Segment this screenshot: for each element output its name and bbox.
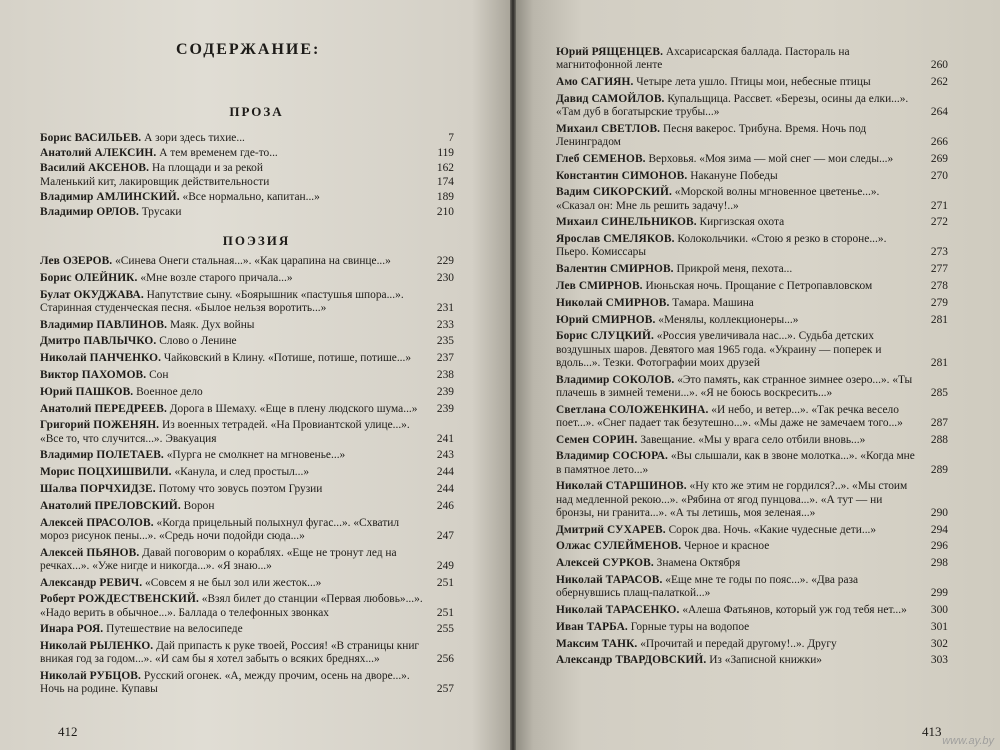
toc-works: Военное дело [136,385,203,398]
toc-author: Алексей ПРАСОЛОВ. [40,516,154,529]
toc-page-number: 301 [930,620,948,633]
toc-page-number: 281 [930,313,948,326]
toc-page-number: 273 [930,246,948,259]
prose-heading: ПРОЗА [229,104,284,119]
toc-author: Анатолий ПРЕЛОВСКИЙ. [40,499,181,512]
toc-works: Из «Записной книжки» [709,654,822,667]
toc-works: «Это память, как странное зимнее озеро...». «Ты плачешь в зимней темени...». «Я не боюсь воскресить...» [556,373,913,399]
toc-entry [556,170,948,183]
toc-works: Русский огонек. «А, между прочим, осень на дворе...». Ночь на родине. Купавы [40,670,410,696]
toc-entry [40,419,454,445]
toc-page-number: 229 [436,255,454,267]
page-number-right: 413 [922,724,942,739]
toc-page-number: 302 [930,637,948,650]
toc-works: Сорок два. Ночь. «Какие чудесные дети...» [668,523,877,536]
toc-page-number: 287 [930,416,948,429]
toc-author: Николай ТАРАСОВ. [556,573,663,586]
toc-works: Накануне Победы [690,169,778,182]
toc-entry [556,654,948,667]
toc-works: «Менялы, коллекционеры...» [658,313,799,326]
toc-page-number: 277 [930,263,948,276]
toc-page-number: 290 [930,506,948,519]
toc-works: «Еще мне те годы по пояс...». «Два раза обернувшись плащ-палаткой...» [556,573,859,600]
toc-works: «И небо, и ветер...». «Так речка весело поет...». «Снег падает так безутешно...». «Мы даже не замечаем того...» [556,403,903,429]
toc-entry [556,480,948,520]
toc-page-number: 244 [436,466,454,479]
toc-author: Владимир ОРЛОВ. [40,205,139,218]
toc-entry [556,450,948,476]
toc-page-number: 300 [930,603,948,616]
watermark: www.ay.by [942,735,994,747]
toc-works: «Мне возле старого причала...» [140,271,293,284]
toc-works: Маленький кит, лакировщик действительности [40,176,270,189]
toc-page-number: 246 [436,499,454,512]
toc-entry [40,147,454,160]
toc-page-number: 7 [448,132,454,144]
toc-works: Слово о Ленине [159,335,237,348]
toc-page-number: 298 [930,557,948,570]
toc-entry [40,319,454,332]
toc-author: Александр РЕВИЧ. [40,576,143,589]
toc-author: Виктор ПАХОМОВ. [40,368,147,381]
toc-author: Владимир СОСЮРА. [556,450,668,463]
toc-page-number: 210 [436,205,454,218]
toc-author: Валентин СМИРНОВ. [556,263,674,276]
toc-page-number: 237 [436,352,454,365]
toc-works: А тем временем где-то... [159,146,278,159]
toc-author: Юрий СМИРНОВ. [556,313,656,326]
toc-works: «Канула, и след простыл...» [174,466,310,479]
toc-author: Семен СОРИН. [556,433,638,446]
toc-author: Владимир СОКОЛОВ. [556,373,675,386]
toc-author: Борис ВАСИЛЬЕВ. [40,132,142,144]
toc-page-number: 299 [930,587,948,600]
toc-works: Киргизская охота [699,216,785,229]
toc-entry [556,621,948,634]
toc-entry [40,255,454,268]
toc-works: Маяк. Дух войны [169,318,255,331]
toc-works: Дай припасть к руке твоей, Россия! «В страницы книг вникая год за годом...». «И сам бы я хотел забыть о всяких бреднях...» [40,640,420,666]
toc-works: Ахсарисарская баллада. Пастораль на магнитофонной ленте [556,46,850,72]
toc-author: Василий АКСЕНОВ. [40,161,150,174]
prose-list [40,132,454,221]
toc-works: Знамена Октября [656,557,741,570]
toc-page-number: 271 [930,199,948,212]
toc-author: Юрий ПАШКОВ. [40,385,134,398]
toc-author: Николай СТАРШИНОВ. [556,480,687,493]
toc-page-number: 251 [436,576,454,589]
toc-page-number: 266 [930,136,948,148]
toc-author: Вадим СИКОРСКИЙ. [556,186,672,199]
toc-works: Из военных тетрадей. «На Провиантской улице...». «Все то, что случится...». Эвакуация [40,419,410,445]
toc-page-number: 243 [436,449,454,462]
toc-page-number: 251 [436,606,454,619]
toc-author: Роберт РОЖДЕСТВЕНСКИЙ. [40,593,199,606]
toc-author: Михаил СВЕТЛОВ. [556,122,661,135]
toc-page-number: 249 [436,559,454,572]
toc-entry [556,280,948,293]
toc-entry [40,335,454,348]
toc-page-number: 247 [436,529,454,542]
right-contents-list [556,46,948,671]
toc-author: Дмитро ПАВЛЫЧКО. [40,335,157,348]
toc-author: Владимир ПАВЛИНОВ. [40,318,168,331]
toc-entry [40,670,454,696]
toc-works: Потому что зовусь поэтом Грузии [158,482,323,495]
toc-page-number: 289 [930,463,948,476]
toc-works: «Ну кто же этим не гордился?..». «Мы стоим над медленной рекою...». «Рябина от ягод пунцова...». «А тут — ни бронзы, ни гранита...». «А ты летишь, моя зеленая...» [556,480,908,519]
toc-works: «Синева Онеги стальная...». «Как царапина на свинце...» [115,255,391,267]
toc-works: «Россия увеличивала нас...». Судьба детских воздушных шаров. Девятого мая 1965 года. «Украину — поперек и вдоль...». Тезки. Фотографии моих друзей [556,330,882,369]
toc-author: Шалва ПОРЧХИДЗЕ. [40,482,156,495]
toc-entry [556,153,948,166]
toc-works: Трусаки [141,205,182,218]
toc-works: Чайковский в Клину. «Потише, потише, потише...» [163,352,412,365]
toc-page-number: 256 [436,653,454,666]
toc-author: Борис СЛУЦКИЙ. [556,330,654,343]
toc-author: Глеб СЕМЕНОВ. [556,152,646,165]
toc-works: Дорога в Шемаху. «Еще в плену людского шума...» [169,402,418,415]
toc-works: Горные туры на водопое [630,620,750,633]
toc-works: Тамара. Машина [672,296,754,309]
toc-entry [556,540,948,553]
toc-page-number: 278 [930,279,948,292]
toc-author: Давид САМОЙЛОВ. [556,92,665,105]
toc-author: Инара РОЯ. [40,623,104,636]
toc-author: Алексей ПЬЯНОВ. [40,546,140,559]
toc-works: Завещание. «Мы у врага село отбили вновь...» [640,433,866,446]
toc-entry [556,604,948,617]
toc-entry [556,374,948,400]
toc-author: Анатолий АЛЕКСИН. [40,146,157,159]
toc-works: Купальщица. Рассвет. «Березы, осины да елки...». «Там дуб в богатырские трубы...» [556,92,909,118]
toc-entry [556,263,948,276]
toc-author: Михаил СИНЕЛЬНИКОВ. [556,216,697,229]
toc-entry [40,191,454,204]
toc-author: Григорий ПОЖЕНЯН. [40,419,160,432]
toc-page-number: 239 [436,402,454,415]
toc-works: На площади и за рекой [151,161,263,174]
toc-entry [556,434,948,447]
toc-author: Амо САГИЯН. [556,76,634,88]
toc-entry [556,93,948,119]
toc-entry [556,524,948,537]
toc-works: «Все нормально, капитан...» [182,191,320,204]
toc-works: Ворон [183,499,215,512]
toc-works: «Прочитай и передай другому!..». Другу [640,637,837,650]
page-number-left: 412 [58,724,78,739]
toc-entry [40,449,454,462]
toc-entry [40,176,454,189]
toc-works: Колокольчики. «Стою я резко в стороне...». Пьеро. Комиссары [556,233,887,259]
toc-entry [556,186,948,212]
toc-author: Булат ОКУДЖАВА. [40,288,144,301]
toc-entry [556,330,948,370]
toc-author: Владимир ПОЛЕТАЕВ. [40,449,164,462]
toc-author: Владимир АМЛИНСКИЙ. [40,191,180,204]
toc-author: Светлана СОЛОЖЕНКИНА. [556,403,709,416]
toc-works: Песня вакерос. Трибуна. Время. Ночь под Ленинградом [556,122,867,148]
toc-page-number: 244 [436,482,454,495]
toc-author: Ярослав СМЕЛЯКОВ. [556,233,675,246]
toc-entry [40,352,454,365]
toc-entry [40,162,454,175]
toc-page-number: 281 [930,356,948,369]
toc-author: Николай ПАНЧЕНКО. [40,352,162,365]
toc-entry [40,132,454,145]
toc-page-number: 262 [930,76,948,88]
toc-page-number: 230 [436,271,454,284]
toc-entry [40,466,454,479]
toc-works: «Когда прицельный полыхнул фугас...». «Схватил мороз рисунок пены...». «Средь ночи подойди сюда...» [40,516,400,542]
toc-works: А зори здесь тихие... [144,132,245,144]
toc-works: «Алеша Фатьянов, который уж год тебя нет...» [682,603,907,616]
toc-page-number: 279 [930,296,948,309]
toc-author: Николай РЫЛЕНКО. [40,640,154,653]
toc-page-number: 288 [930,433,948,446]
toc-author: Лев СМИРНОВ. [556,279,643,292]
toc-author: Николай ТАРАСЕНКО. [556,603,680,616]
toc-page-number: 231 [436,301,454,314]
toc-author: Дмитрий СУХАРЕВ. [556,523,666,536]
toc-entry [40,577,454,590]
toc-page-number: 257 [436,683,454,696]
toc-works: «Совсем я не был зол или жесток...» [145,576,322,589]
toc-entry [40,517,454,543]
toc-author: Борис ОЛЕЙНИК. [40,271,138,284]
toc-author: Иван ТАРБА. [556,620,628,633]
toc-entry [556,557,948,570]
toc-entry [40,386,454,399]
toc-entry [40,623,454,636]
toc-author: Максим ТАНК. [556,637,638,650]
toc-works: «Морской волны мгновенное цветенье...». «Сказал он: Мне ль решить задачу!..» [556,186,880,212]
toc-author: Константин СИМОНОВ. [556,169,688,182]
toc-author: Лев ОЗЕРОВ. [40,255,113,267]
toc-entry [556,297,948,310]
toc-entry [556,233,948,259]
toc-works: Верховья. «Моя зима — мой снег — мои следы...» [648,152,894,165]
toc-works: «Вы слышали, как в звоне молотка...». «Когда мне в памятное лето...» [556,450,915,476]
toc-page-number: 264 [930,106,948,118]
contents-title: СОДЕРЖАНИЕ: [176,41,321,58]
toc-entry [556,404,948,430]
toc-entry [40,403,454,416]
toc-page-number: 260 [930,59,948,72]
toc-works: Черное и красное [684,540,770,553]
toc-entry [556,638,948,651]
toc-page-number: 235 [436,335,454,348]
toc-works: Напутствие сыну. «Боярышник «пастушья шпора...». Старинная студенческая песня. «Былое нельзя воротить...» [40,288,404,314]
toc-page-number: 241 [436,432,454,445]
toc-entry [40,500,454,513]
toc-page-number: 119 [437,146,454,159]
toc-page-number: 272 [930,216,948,229]
toc-works: «Взял билет до станции «Первая любовь»...». «Надо верить в обычное...». Баллада о телефонных звонках [40,593,423,619]
toc-entry [556,216,948,229]
toc-entry [40,593,454,619]
toc-works: Прикрой меня, пехота... [676,263,793,276]
toc-entry [40,289,454,315]
toc-author: Алексей СУРКОВ. [556,557,654,570]
toc-page-number: 238 [436,368,454,381]
toc-entry [556,574,948,600]
toc-works: Четыре лета ушло. Птицы мои, небесные птицы [636,76,871,88]
toc-entry [556,123,948,149]
toc-page-number: 269 [930,152,948,165]
toc-page-number: 255 [436,623,454,636]
toc-author: Анатолий ПЕРЕДРЕЕВ. [40,402,167,415]
toc-entry [40,640,454,666]
toc-works: «Пурга не смолкнет на мгновенье...» [166,449,346,462]
toc-entry [40,206,454,219]
toc-works: Сон [149,368,169,381]
toc-author: Николай СМИРНОВ. [556,296,670,309]
toc-entry [40,547,454,573]
toc-entry [556,314,948,327]
toc-entry [556,76,948,89]
toc-author: Юрий РЯЩЕНЦЕВ. [556,46,664,58]
toc-page-number: 239 [436,385,454,398]
toc-entry [40,369,454,382]
poetry-list [40,255,454,700]
toc-page-number: 189 [436,191,454,204]
toc-author: Александр ТВАРДОВСКИЙ. [556,654,707,667]
toc-entry [40,483,454,496]
toc-page-number: 296 [930,540,948,553]
toc-page-number: 174 [436,176,454,189]
toc-works: Давай поговорим о кораблях. «Еще не тронут лед на речках...». «Уже нигде и никогда...». «Я знаю...» [40,546,397,572]
toc-page-number: 233 [436,318,454,331]
toc-entry [556,46,948,72]
toc-author: Николай РУБЦОВ. [40,670,141,683]
toc-author: Олжас СУЛЕЙМЕНОВ. [556,540,682,553]
toc-page-number: 294 [930,523,948,536]
toc-entry [40,272,454,285]
toc-page-number: 162 [436,161,454,174]
toc-works: Июньская ночь. Прощание с Петропавловском [645,279,873,292]
toc-author: Морис ПОЦХИШВИЛИ. [40,466,172,479]
toc-page-number: 270 [930,169,948,182]
toc-page-number: 303 [930,654,948,667]
toc-works: Путешествие на велосипеде [106,623,243,636]
poetry-heading: ПОЭЗИЯ [222,233,291,248]
toc-page-number: 285 [930,386,948,399]
